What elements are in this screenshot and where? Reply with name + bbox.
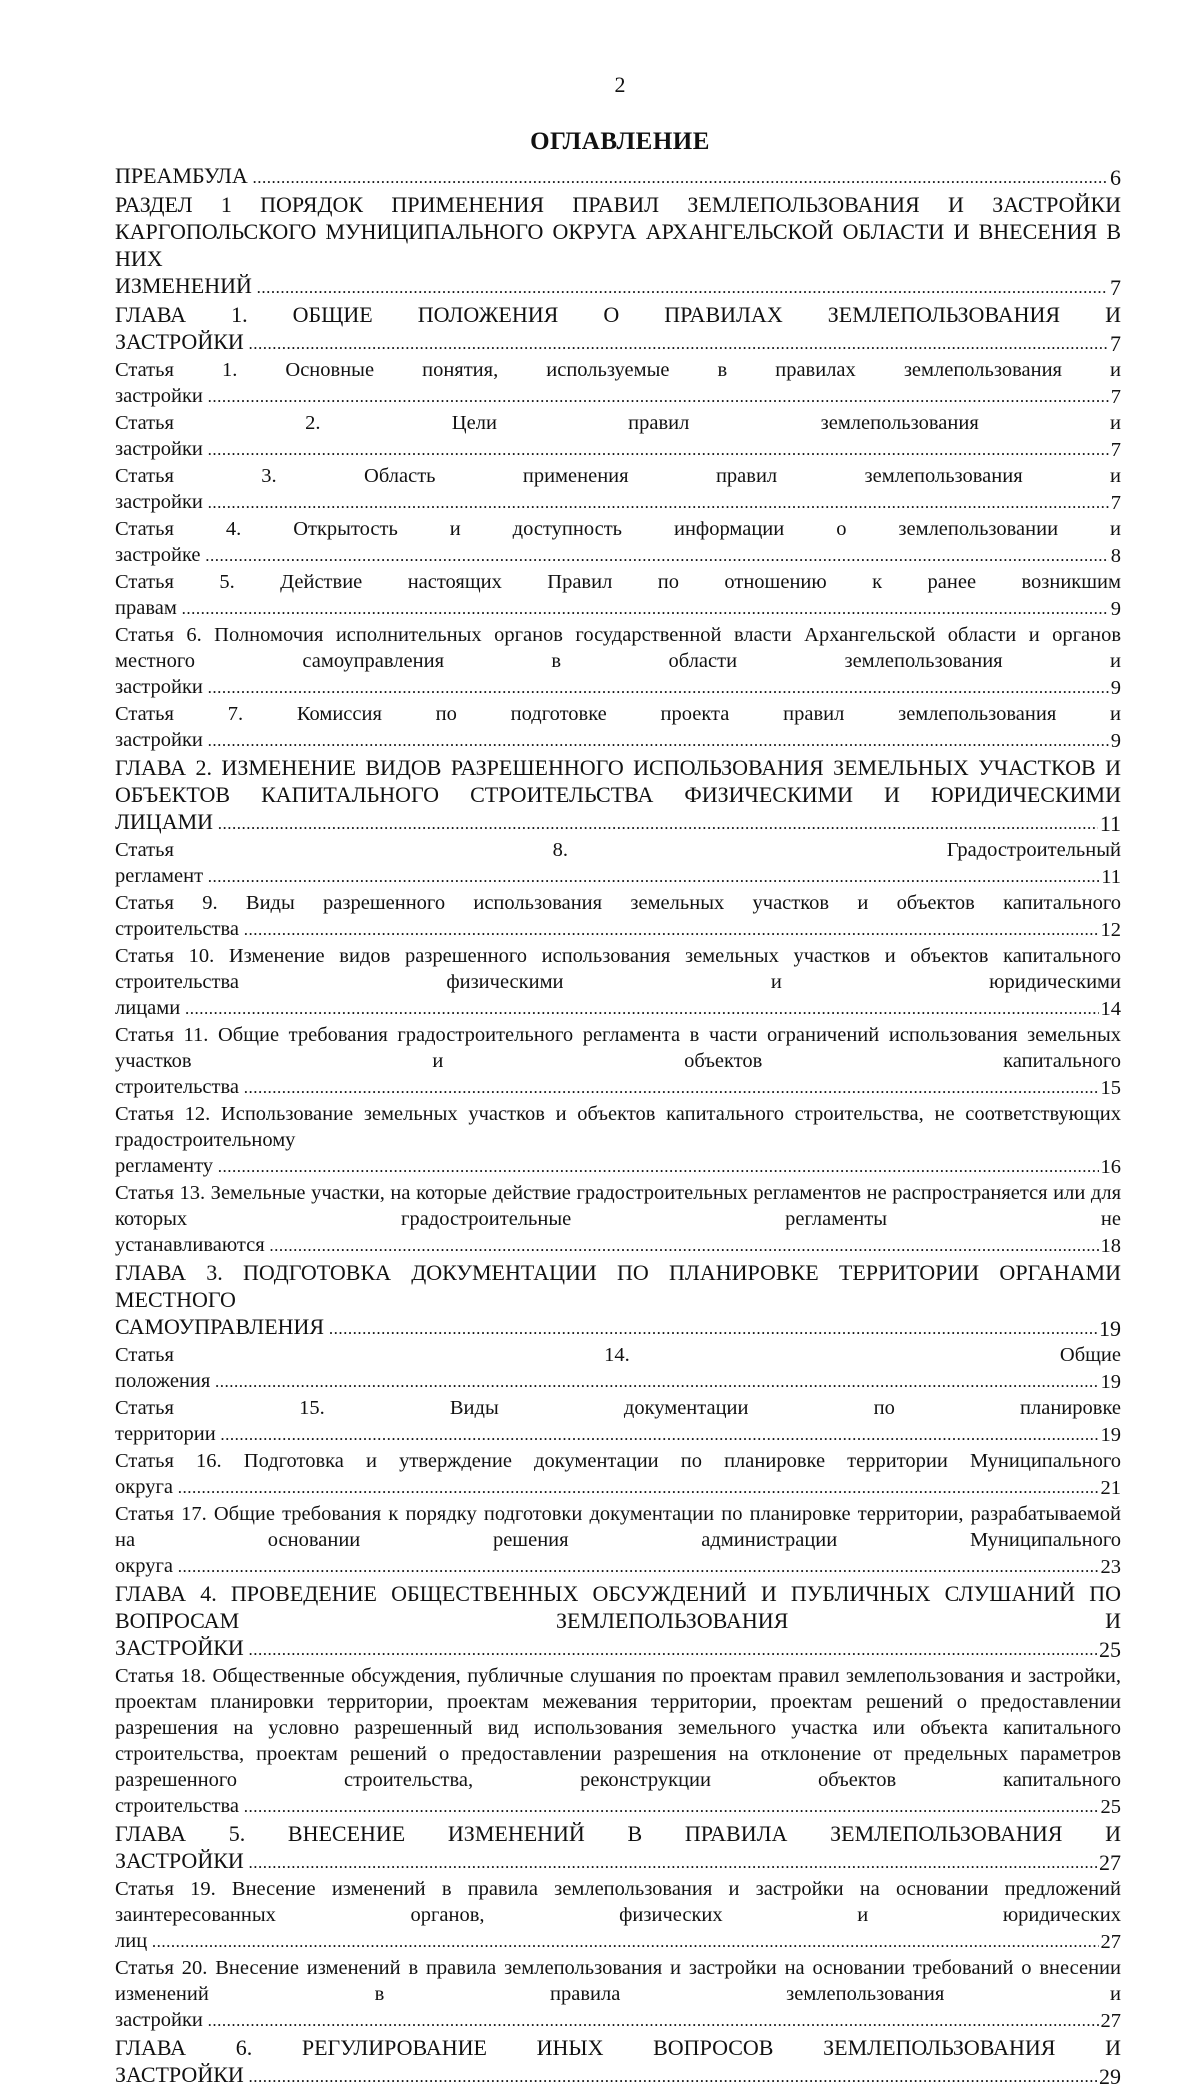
- toc-entry-page: 25: [1100, 1796, 1121, 1818]
- toc-entry-title: Статья 9. Виды разрешенного использования земельных участков и объектов капитального строительства .....: [115, 892, 1121, 940]
- toc-entry-title: Статья 12. Использование земельных участков и объектов капитального строительства, не соответствующих градостроительному регламенту .....: [115, 1103, 1121, 1177]
- toc-entry-page: 7: [1110, 492, 1121, 514]
- toc-entry-title: Статья 16. Подготовка и утверждение документации по планировке территории Муниципального округа .....: [115, 1450, 1121, 1498]
- toc-article-entry[interactable]: [115, 890, 1121, 943]
- toc-chapter-entry[interactable]: [115, 162, 1121, 191]
- toc-entry-page: 7: [1110, 439, 1121, 461]
- toc-entry-title: Статья 15. Виды документации по планировке территории .....: [115, 1397, 1121, 1445]
- toc-entry-title: Статья 20. Внесение изменений в правила землепользования и застройки на основании требований о внесении изменений в правила землепользования и застройки .....: [115, 1957, 1121, 2031]
- toc-article-entry[interactable]: [115, 569, 1121, 622]
- toc-entry-page: 23: [1100, 1556, 1121, 1578]
- toc-entry-page: 19: [1100, 1424, 1121, 1446]
- toc-entry-title: Статья 3. Область применения правил землепользования и застройки .....: [115, 465, 1121, 513]
- toc-entry-page: 21: [1100, 1477, 1121, 1499]
- toc-title: ОГЛАВЛЕНИЕ: [530, 128, 710, 155]
- toc-article-entry[interactable]: [115, 1501, 1121, 1580]
- toc-entry-title: Статья 8. Градостроительный регламент .....: [115, 839, 1121, 887]
- toc-entry-page: 9: [1110, 730, 1121, 752]
- toc-entry-title: Статья 19. Внесение изменений в правила землепользования и застройки на основании предложений заинтересованных органов, физических и юридических лиц .....: [115, 1878, 1121, 1952]
- toc-entry-title: ПРЕАМБУЛА .....: [115, 163, 1121, 188]
- toc-chapter-entry[interactable]: [115, 754, 1121, 837]
- toc-entry-page: 6: [1110, 165, 1121, 190]
- toc-entry-page: 16: [1100, 1156, 1121, 1178]
- toc-article-entry[interactable]: [115, 701, 1121, 754]
- toc-article-entry[interactable]: [115, 1101, 1121, 1180]
- toc-entry-title: РАЗДЕЛ 1 ПОРЯДОК ПРИМЕНЕНИЯ ПРАВИЛ ЗЕМЛЕПОЛЬЗОВАНИЯ И ЗАСТРОЙКИ КАРГОПОЛЬСКОГО МУНИЦИПАЛЬНОГО ОКРУГА АРХАНГЕЛЬСКОЙ ОБЛАСТИ И ВНЕСЕНИЯ В НИХ ИЗМЕНЕНИЙ .....: [115, 192, 1121, 298]
- toc-entry-page: 27: [1099, 1850, 1121, 1875]
- toc-entry-title: Статья 11. Общие требования градостроительного регламента в части ограничений использования земельных участков и объектов капитального строительства .....: [115, 1024, 1121, 1098]
- toc-entry-page: 9: [1110, 677, 1121, 699]
- toc-article-entry[interactable]: [115, 1022, 1121, 1101]
- toc-chapter-entry[interactable]: [115, 1259, 1121, 1342]
- toc-entry-page: 11: [1099, 811, 1121, 836]
- toc-entry-title: ГЛАВА 4. ПРОВЕДЕНИЕ ОБЩЕСТВЕННЫХ ОБСУЖДЕНИЙ И ПУБЛИЧНЫХ СЛУШАНИЙ ПО ВОПРОСАМ ЗЕМЛЕПОЛЬЗОВАНИЯ И ЗАСТРОЙКИ .....: [115, 1581, 1121, 1660]
- toc-entry-page: 27: [1100, 2010, 1121, 2032]
- toc-entry-page: 25: [1099, 1637, 1121, 1662]
- toc-entry-title: Статья 6. Полномочия исполнительных органов государственной власти Архангельской области и органов местного самоуправления в области землепользования и застройки .....: [115, 624, 1121, 698]
- toc-entry-page: 19: [1099, 1316, 1121, 1341]
- toc-entry-page: 7: [1110, 275, 1121, 300]
- toc-entry-title: ГЛАВА 5. ВНЕСЕНИЕ ИЗМЕНЕНИЙ В ПРАВИЛА ЗЕМЛЕПОЛЬЗОВАНИЯ И ЗАСТРОЙКИ .....: [115, 1821, 1121, 1873]
- toc-chapter-entry[interactable]: [115, 301, 1121, 357]
- toc-article-entry[interactable]: [115, 622, 1121, 701]
- toc-chapter-entry[interactable]: [115, 191, 1121, 301]
- toc-article-entry[interactable]: [115, 516, 1121, 569]
- toc-entry-page: 19: [1100, 1371, 1121, 1393]
- toc-entry-page: 12: [1100, 919, 1121, 941]
- toc-entry-page: 18: [1100, 1235, 1121, 1257]
- toc-entry-page: 14: [1100, 998, 1121, 1020]
- toc-article-entry[interactable]: [115, 1448, 1121, 1501]
- toc-entry-title: Статья 2. Цели правил землепользования и застройки .....: [115, 412, 1121, 460]
- toc-article-entry[interactable]: [115, 1955, 1121, 2034]
- toc-article-entry[interactable]: [115, 1395, 1121, 1448]
- toc-article-entry[interactable]: [115, 463, 1121, 516]
- toc-article-entry[interactable]: [115, 357, 1121, 410]
- toc-article-entry[interactable]: [115, 837, 1121, 890]
- toc-article-entry[interactable]: [115, 410, 1121, 463]
- toc-entry-page: 8: [1110, 545, 1121, 567]
- toc-entry-page: 27: [1100, 1931, 1121, 1953]
- toc-entry-page: 29: [1099, 2064, 1121, 2089]
- toc-article-entry[interactable]: [115, 943, 1121, 1022]
- toc-entry-title: ГЛАВА 6. РЕГУЛИРОВАНИЕ ИНЫХ ВОПРОСОВ ЗЕМЛЕПОЛЬЗОВАНИЯ И ЗАСТРОЙКИ .....: [115, 2035, 1121, 2087]
- toc-entry-page: 7: [1110, 386, 1121, 408]
- toc-entry-title: Статья 18. Общественные обсуждения, публичные слушания по проектам правил землепользования и застройки, проектам планировки территории, проектам межевания территории, проектам решений о предоставлении разрешения на условно разрешенный вид использования земельного участка или объекта капитального строительства, проектам решений о предоставлении разрешения на отклонение от предельных параметров разрешенного строительства, реконструкции объектов капитального строительства .....: [115, 1665, 1121, 1817]
- toc-entry-page: 15: [1100, 1077, 1121, 1099]
- toc-entry-page: 9: [1110, 598, 1121, 620]
- toc-entry-title: ГЛАВА 1. ОБЩИЕ ПОЛОЖЕНИЯ О ПРАВИЛАХ ЗЕМЛЕПОЛЬЗОВАНИЯ И ЗАСТРОЙКИ .....: [115, 302, 1121, 354]
- toc-article-entry[interactable]: [115, 1876, 1121, 1955]
- toc-entry-title: Статья 17. Общие требования к порядку подготовки документации по планировке территории, разрабатываемой на основании решения администрации Муниципального округа .....: [115, 1503, 1121, 1577]
- toc-entry-title: Статья 7. Комиссия по подготовке проекта правил землепользования и застройки .....: [115, 703, 1121, 751]
- toc-entry-title: Статья 4. Открытость и доступность информации о землепользовании и застройке .....: [115, 518, 1121, 566]
- toc-article-entry[interactable]: [115, 1663, 1121, 1820]
- toc-entry-title: Статья 5. Действие настоящих Правил по отношению к ранее возникшим правам .....: [115, 571, 1121, 619]
- toc-chapter-entry[interactable]: [115, 1580, 1121, 1663]
- toc-entry-title: ГЛАВА 3. ПОДГОТОВКА ДОКУМЕНТАЦИИ ПО ПЛАНИРОВКЕ ТЕРРИТОРИИ ОРГАНАМИ МЕСТНОГО САМОУПРАВЛЕНИЯ .....: [115, 1260, 1121, 1339]
- page-number: 2: [614, 72, 626, 97]
- toc-entry-title: Статья 10. Изменение видов разрешенного использования земельных участков и объектов капитального строительства физическими и юридическими лицами .....: [115, 945, 1121, 1019]
- toc-entry-title: Статья 13. Земельные участки, на которые действие градостроительных регламентов не распространяется или для которых градостроительные регламенты не устанавливаются .....: [115, 1182, 1121, 1256]
- toc-entry-page: 7: [1110, 331, 1121, 356]
- table-of-contents: [115, 162, 1121, 2090]
- toc-entry-title: ГЛАВА 2. ИЗМЕНЕНИЕ ВИДОВ РАЗРЕШЕННОГО ИСПОЛЬЗОВАНИЯ ЗЕМЕЛЬНЫХ УЧАСТКОВ И ОБЪЕКТОВ КАПИТАЛЬНОГО СТРОИТЕЛЬСТВА ФИЗИЧЕСКИМИ И ЮРИДИЧЕСКИМИ ЛИЦАМИ .....: [115, 755, 1121, 834]
- toc-chapter-entry[interactable]: [115, 2034, 1121, 2090]
- toc-article-entry[interactable]: [115, 1180, 1121, 1259]
- toc-article-entry[interactable]: [115, 1342, 1121, 1395]
- toc-entry-title: Статья 14. Общие положения .....: [115, 1344, 1121, 1392]
- toc-entry-page: 11: [1101, 866, 1121, 888]
- toc-entry-title: Статья 1. Основные понятия, используемые в правилах землепользования и застройки .....: [115, 359, 1121, 407]
- toc-chapter-entry[interactable]: [115, 1820, 1121, 1876]
